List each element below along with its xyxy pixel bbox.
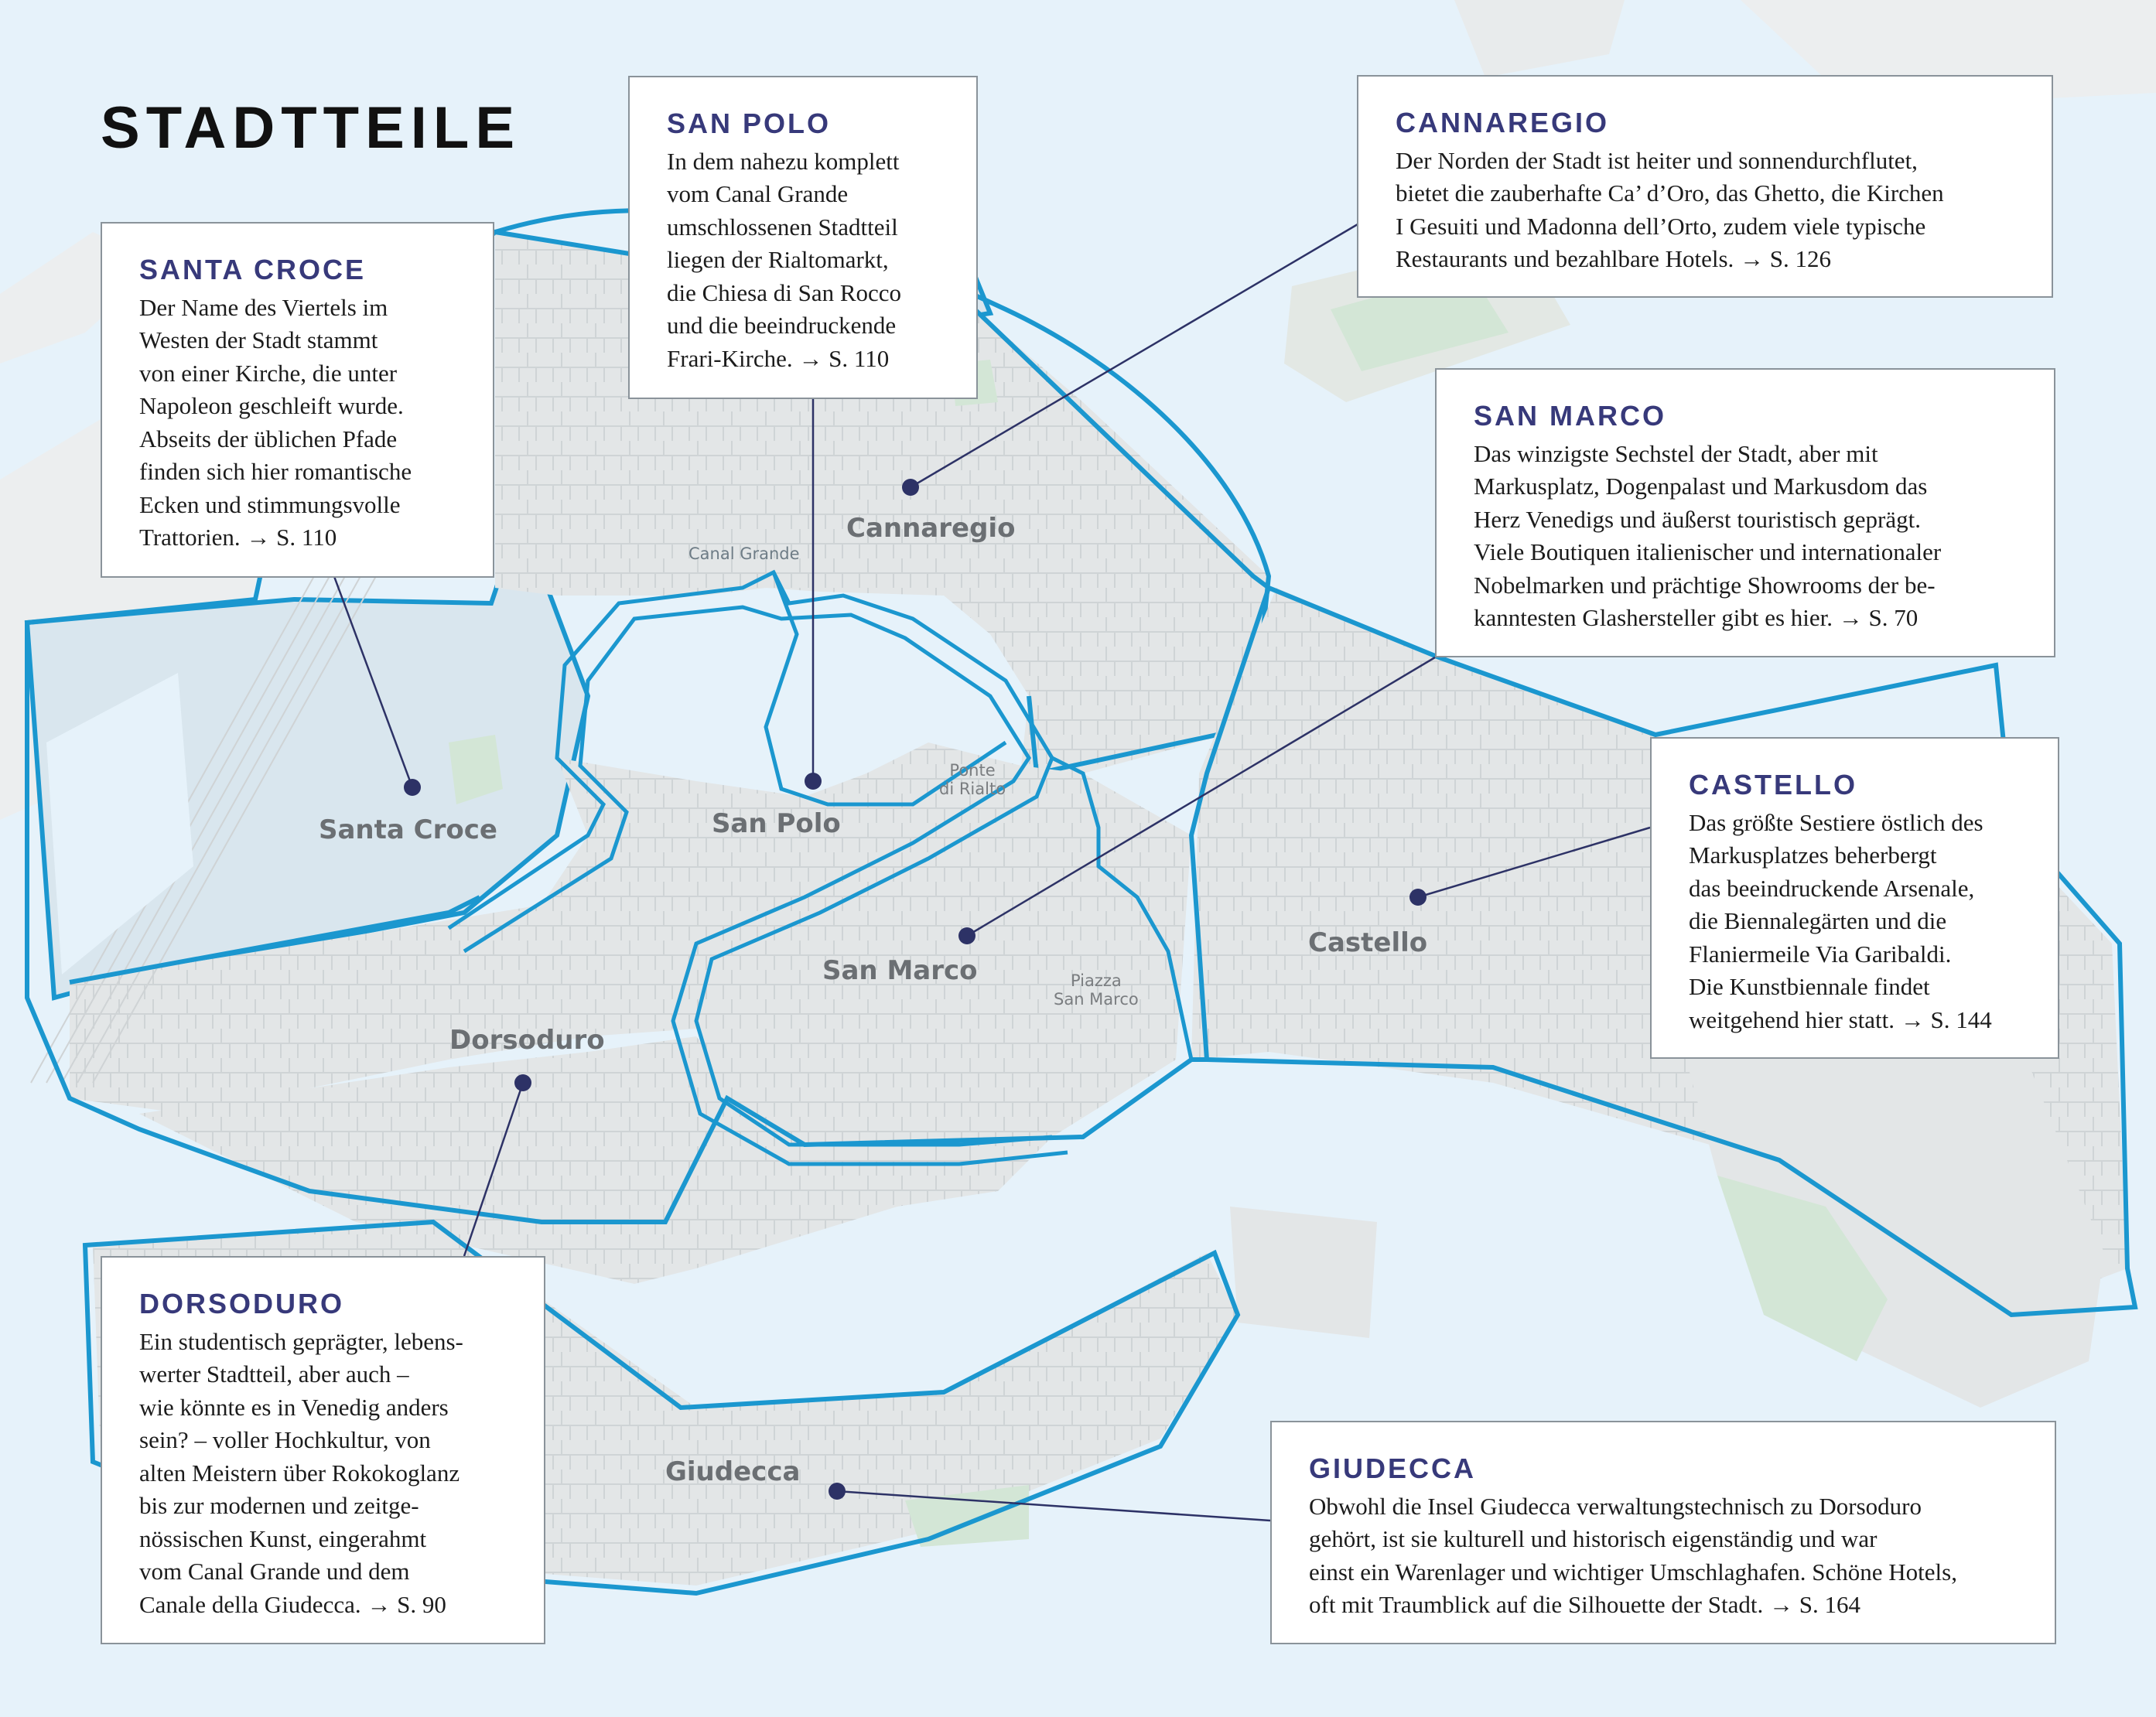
map-label-santa-croce: Santa Croce xyxy=(319,814,497,845)
castello-text: Das größte Sestiere östlich des Markusplatzes beherbergt das beeindruckende Arsenale, die Biennalegärten und die Flaniermeile Via Garibaldi. Die Kunstbiennale findet weitgehend hier statt. → S. 144 xyxy=(1689,808,1992,1033)
info-box-santa-croce xyxy=(101,222,494,578)
giudecca-title: GIUDECCA xyxy=(1309,1452,1477,1484)
map-label-san-marco: San Marco xyxy=(822,955,978,986)
cannaregio-text: Der Norden der Stadt ist heiter und sonnendurchflutet, bietet die zauberhafte Ca’ d’Oro, das Ghetto, die Kirchen I Gesuiti und Madonna dell’Orto, zudem viele typische Restaurants und bezahlbare Hotels. → S. 126 xyxy=(1396,146,1944,273)
dorsoduro-text: Ein studentisch geprägter, lebens- werter Stadtteil, aber auch – wie könnte es in Venedig anders sein? – voller Hochkultur, von alten Meistern über Rokokoglanz bis zur modernen und zeitge- nössischen Kunst, eingerahmt vom Canal Grande und dem Canale della Giudecca. → S. 90 xyxy=(139,1327,463,1618)
santa-croce-text: Der Name des Viertels im Westen der Stadt stammt von einer Kirche, die unter Napoleon geschleift wurde. Abseits der üblichen Pfade finden sich hier romantische Ecken und stimmungsvolle Trattorien. → S. 110 xyxy=(139,293,412,551)
marker-santa-croce xyxy=(404,779,421,796)
info-box-san-polo xyxy=(628,76,978,399)
marker-giudecca xyxy=(829,1483,846,1500)
san-giorgio-island xyxy=(1230,1207,1377,1338)
giudecca-text: Obwohl die Insel Giudecca verwaltungstechnisch zu Dorsoduro gehört, ist sie kulturell und historisch eigenständig und war einst ein Warenlager und wichtiger Umschlaghafen. Schöne Hotels, oft mit Traumblick auf die Silhouette der Stadt. → S. 164 xyxy=(1309,1492,1957,1619)
map-label-piazza-san-marco: Piazza San Marco xyxy=(1054,971,1139,1009)
cannaregio-title: CANNAREGIO xyxy=(1396,107,1610,138)
info-box-cannaregio xyxy=(1357,75,2053,298)
dorsoduro-title: DORSODURO xyxy=(139,1288,345,1319)
marker-cannaregio xyxy=(902,479,919,496)
info-box-dorsoduro xyxy=(101,1256,545,1644)
info-box-giudecca xyxy=(1270,1421,2056,1644)
marker-castello xyxy=(1409,889,1427,906)
map-label-castello: Castello xyxy=(1308,927,1428,958)
marker-dorsoduro xyxy=(514,1074,531,1091)
map-label-cannaregio: Cannaregio xyxy=(846,513,1016,544)
map-label-giudecca: Giudecca xyxy=(665,1456,801,1487)
map-label-san-polo: San Polo xyxy=(712,808,841,839)
map-label-ponte-di-rialto: Ponte di Rialto xyxy=(939,761,1006,799)
page-title: STADTTEILE xyxy=(101,95,521,161)
san-polo-title: SAN POLO xyxy=(667,108,832,139)
santa-croce-title: SANTA CROCE xyxy=(139,254,366,285)
info-box-castello xyxy=(1650,737,2059,1059)
san-marco-title: SAN MARCO xyxy=(1474,400,1666,432)
san-marco-text: Das winzigste Sechstel der Stadt, aber mit Markusplatz, Dogenpalast und Markusdom das Herz Venedigs und äußerst touristisch geprägt. Viele Boutiquen italienischer und internationaler Nobelmarken und prächtige Showrooms der be- kanntesten Glashersteller gibt es hier. → S. 70 xyxy=(1474,439,1942,632)
marker-san-polo xyxy=(805,773,822,790)
map-label-dorsoduro: Dorsoduro xyxy=(449,1025,605,1056)
marker-san-marco xyxy=(958,927,975,944)
castello-title: CASTELLO xyxy=(1689,769,1857,800)
map-label-canal-grande: Canal Grande xyxy=(688,544,800,563)
info-box-san-marco xyxy=(1435,368,2055,657)
san-polo-text: In dem nahezu komplett vom Canal Grande umschlossenen Stadtteil liegen der Rialtomarkt, die Chiesa di San Rocco und die beeindruckende Frari-Kirche. → S. 110 xyxy=(667,147,902,372)
